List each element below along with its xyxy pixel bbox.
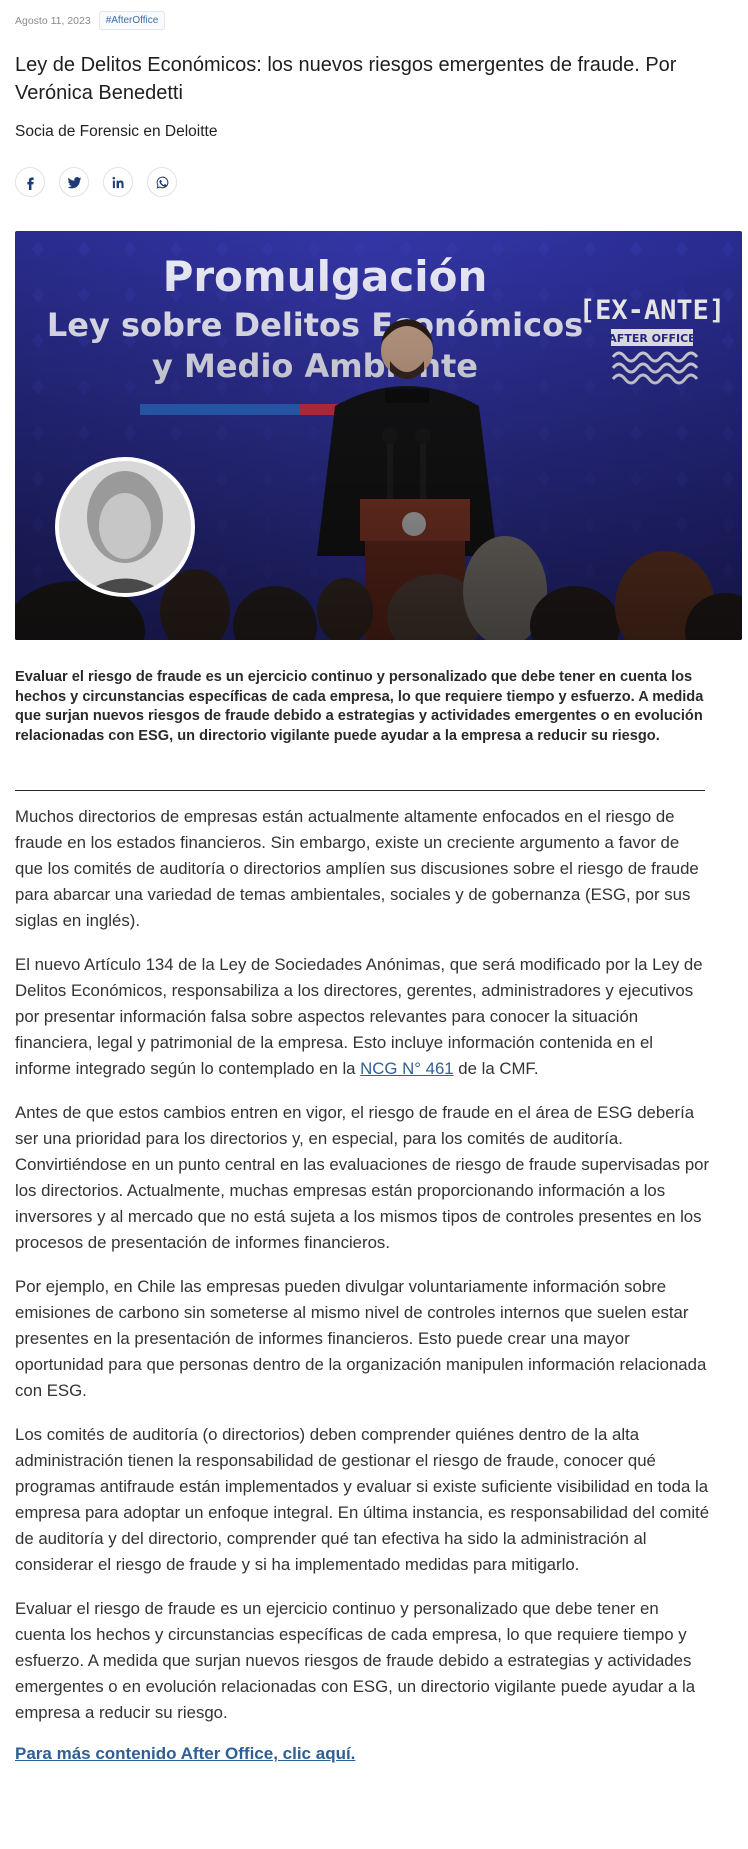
lead-divider — [15, 790, 705, 791]
article-lead: Evaluar el riesgo de fraude es un ejercicio continuo y personalizado que debe tener en cuenta los hechos y circunstancias específicas de cada empresa, lo que requiere tiempo y esfuerzo. A medida que surjan nuevos riesgos de fraude debido a estrategias y actividades emergentes o en evolución relacionadas con ESG, un directorio vigilante puede ayudar a la empresa a reducir su riesgo. — [15, 669, 704, 744]
paragraph-2-text: El nuevo Artículo 134 de la Ley de Sociedades Anónimas, que será modificado por la Ley de Delitos Económicos, responsabiliza a los directores, gerentes, administradores y ejecutivos por presentar información falsa sobre aspectos relevantes para conocer la situación financiera, legal y patrimonial de la empresa. Esto incluye información contenida en el informe integrado según lo contemplado en la — [15, 955, 703, 1078]
body-paragraph-3: Antes de que estos cambios entren en vigor, el riesgo de fraude en el área de ESG debería ser una prioridad para los directorios y, en especial, para los comités de auditoría. Convirtiéndose en un punto central en las evaluaciones de riesgo de fraude supervisadas por los directorios. Actualmente, muchas empresas están proporcionando información a los inversores y al mercado que no está sujeta a los mismos tipos de controles presentes en los procesos de presentación de informes financieros. — [15, 1103, 710, 1252]
share-facebook-button[interactable] — [15, 167, 45, 197]
share-bar — [15, 167, 177, 197]
author-role: Socia de Forensic en Deloitte — [15, 123, 218, 140]
article-body — [15, 804, 710, 1764]
publish-date: Agosto 11, 2023 — [15, 14, 91, 27]
more-after-office-link[interactable]: Para más contenido After Office, clic aquí. — [15, 1744, 356, 1763]
share-twitter-button[interactable] — [59, 167, 89, 197]
paragraph-2-tail: de la CMF. — [453, 1059, 539, 1078]
ncg-461-link[interactable]: NCG N° 461 — [360, 1059, 454, 1078]
category-tag[interactable]: #AfterOffice — [99, 11, 166, 30]
body-paragraph-5: Los comités de auditoría (o directorios) deben comprender quiénes dentro de la alta administración tienen la responsabilidad de gestionar el riesgo de fraude, conocer qué programas antifraude están implementados y evaluar si existe suficiente visibilidad en toda la empresa para adoptar un enfoque integral. En última instancia, es responsabilidad del comité de auditoría y del directorio, comprender qué tan efectiva ha sido la administración al considerar el riesgo de fraude y si ha implementado medidas para mitigarlo. — [15, 1425, 710, 1574]
linkedin-icon — [111, 175, 126, 190]
article-title: Ley de Delitos Económicos: los nuevos riesgos emergentes de fraude. Por Verónica Benedetti — [15, 54, 677, 104]
body-paragraph-6: Evaluar el riesgo de fraude es un ejercicio continuo y personalizado que debe tener en cuenta los hechos y circunstancias específicas de cada empresa, lo que requiere tiempo y esfuerzo. A medida que surjan nuevos riesgos de fraude debido a estrategias y actividades emergentes o en evolución relacionadas con ESG, un directorio vigilante puede ayudar a la empresa a reducir su riesgo. — [15, 1599, 696, 1722]
facebook-icon — [23, 175, 38, 190]
share-whatsapp-button[interactable] — [147, 167, 177, 197]
body-paragraph-1: Muchos directorios de empresas están actualmente altamente enfocados en el riesgo de fraude en los estados financieros. Sin embargo, existe un creciente argumento a favor de que los comités de auditoría o directorios amplíen sus discusiones sobre el riesgo de fraude para abarcar una variedad de temas ambientales, sociales y de gobernanza (ESG, por sus siglas en inglés). — [15, 807, 699, 930]
hero-image — [15, 231, 742, 640]
share-linkedin-button[interactable] — [103, 167, 133, 197]
article-meta — [15, 11, 165, 30]
body-paragraph-4: Por ejemplo, en Chile las empresas pueden divulgar voluntariamente información sobre emisiones de carbono sin someterse al mismo nivel de controles internos que suelen estar presentes en la presentación de informes financieros. Esto puede crear una mayor oportunidad para que personas dentro de la organización manipulen información relacionada con ESG. — [15, 1277, 707, 1400]
body-paragraph-2 — [15, 952, 710, 1082]
twitter-icon — [67, 175, 82, 190]
whatsapp-icon — [155, 175, 170, 190]
